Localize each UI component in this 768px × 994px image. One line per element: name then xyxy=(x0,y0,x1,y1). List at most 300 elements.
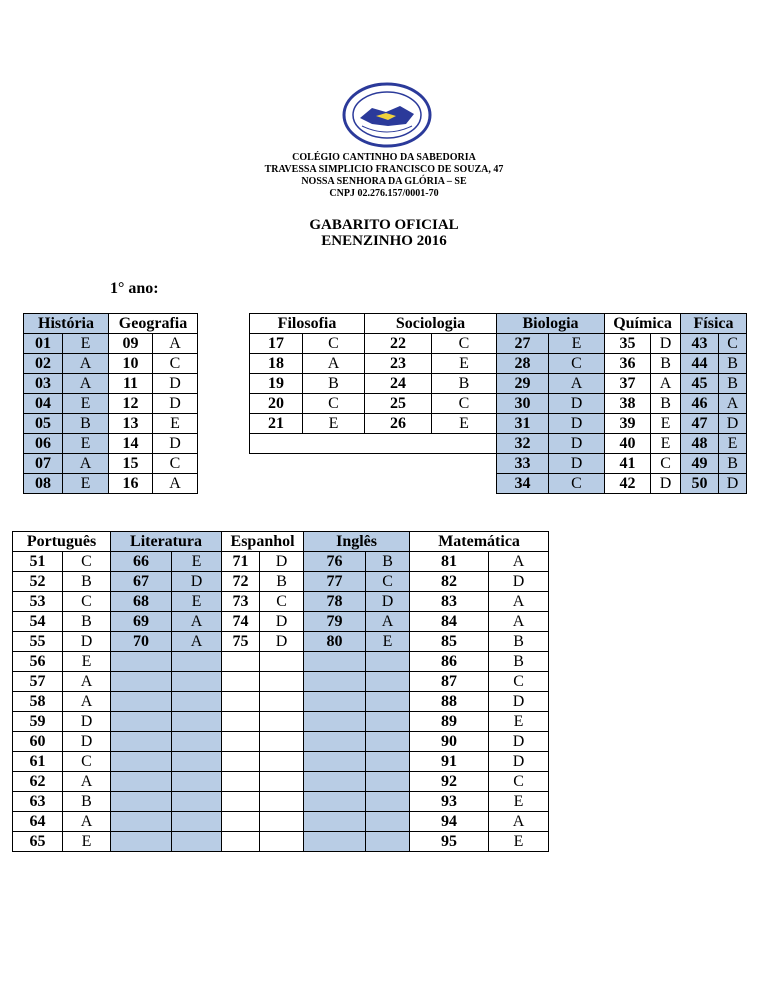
answer-letter: A xyxy=(719,394,747,414)
table-row xyxy=(13,732,549,752)
question-number: 06 xyxy=(24,434,63,454)
empty-cell xyxy=(366,752,410,772)
question-number: 47 xyxy=(681,414,719,434)
table-row xyxy=(250,354,497,374)
answer-letter: C xyxy=(432,394,497,414)
question-number: 33 xyxy=(497,454,549,474)
question-number: 54 xyxy=(13,612,63,632)
question-number: 59 xyxy=(13,712,63,732)
answer-letter: C xyxy=(651,454,681,474)
question-number: 17 xyxy=(250,334,303,354)
question-number: 19 xyxy=(250,374,303,394)
table-row xyxy=(24,394,198,414)
empty-cell xyxy=(366,772,410,792)
answer-letter: E xyxy=(651,414,681,434)
question-number: 63 xyxy=(13,792,63,812)
question-number: 62 xyxy=(13,772,63,792)
answer-letter: E xyxy=(63,394,109,414)
empty-cell xyxy=(304,712,366,732)
subject-header-filosofia: Filosofia xyxy=(250,314,365,334)
question-number: 37 xyxy=(605,374,651,394)
answer-letter: B xyxy=(651,354,681,374)
answer-letter: C xyxy=(549,474,605,494)
question-number: 80 xyxy=(304,632,366,652)
question-number: 39 xyxy=(605,414,651,434)
table-row xyxy=(13,552,549,572)
answer-letter: E xyxy=(549,334,605,354)
empty-cell xyxy=(172,712,222,732)
answer-letter: B xyxy=(63,572,111,592)
empty-cell xyxy=(366,652,410,672)
empty-cell xyxy=(111,772,172,792)
table-row xyxy=(13,672,549,692)
empty-cell xyxy=(366,732,410,752)
question-number: 94 xyxy=(410,812,489,832)
question-number: 24 xyxy=(365,374,432,394)
empty-cell xyxy=(111,712,172,732)
subject-header-matematica: Matemática xyxy=(410,532,549,552)
answer-letter: C xyxy=(260,592,304,612)
empty-cell xyxy=(304,692,366,712)
question-number: 95 xyxy=(410,832,489,852)
answer-letter: A xyxy=(489,612,549,632)
question-number: 48 xyxy=(681,434,719,454)
answer-letter: A xyxy=(172,632,222,652)
question-number: 66 xyxy=(111,552,172,572)
question-number: 81 xyxy=(410,552,489,572)
question-number: 14 xyxy=(109,434,153,454)
answer-letter: B xyxy=(63,792,111,812)
question-number: 03 xyxy=(24,374,63,394)
question-number: 05 xyxy=(24,414,63,434)
answer-letter: D xyxy=(63,712,111,732)
answer-letter: D xyxy=(260,632,304,652)
question-number: 45 xyxy=(681,374,719,394)
answer-letter: D xyxy=(549,454,605,474)
table-row xyxy=(24,374,198,394)
question-number: 01 xyxy=(24,334,63,354)
question-number: 86 xyxy=(410,652,489,672)
question-number: 28 xyxy=(497,354,549,374)
answer-letter: B xyxy=(432,374,497,394)
answer-letter: E xyxy=(651,434,681,454)
question-number: 42 xyxy=(605,474,651,494)
answer-letter: A xyxy=(153,334,198,354)
answer-letter: A xyxy=(549,374,605,394)
empty-cell xyxy=(366,792,410,812)
subject-header-geografia: Geografia xyxy=(109,314,198,334)
answer-letter: B xyxy=(489,652,549,672)
answer-letter: C xyxy=(153,454,198,474)
table-row xyxy=(497,334,747,354)
empty-cell xyxy=(111,792,172,812)
question-number: 72 xyxy=(222,572,260,592)
answer-letter: A xyxy=(153,474,198,494)
table-row xyxy=(13,592,549,612)
empty-cell xyxy=(222,732,260,752)
empty-cell xyxy=(260,792,304,812)
table-row xyxy=(13,772,549,792)
question-number: 82 xyxy=(410,572,489,592)
question-number: 88 xyxy=(410,692,489,712)
answer-letter: D xyxy=(260,612,304,632)
answer-letter: E xyxy=(432,354,497,374)
answer-letter: B xyxy=(719,354,747,374)
question-number: 79 xyxy=(304,612,366,632)
table-row xyxy=(24,454,198,474)
answer-letter: A xyxy=(63,454,109,474)
school-cnpj: CNPJ 02.276.157/0001-70 xyxy=(329,188,439,199)
table-row xyxy=(24,414,198,434)
table-row xyxy=(250,334,497,354)
empty-cell xyxy=(111,652,172,672)
table-row xyxy=(13,572,549,592)
school-name: COLÉGIO CANTINHO DA SABEDORIA xyxy=(292,152,476,163)
empty-cell xyxy=(366,672,410,692)
school-address: TRAVESSA SIMPLICIO FRANCISCO DE SOUZA, 47 xyxy=(264,164,504,175)
answer-letter: E xyxy=(63,334,109,354)
table-row xyxy=(13,812,549,832)
answer-letter: D xyxy=(153,434,198,454)
empty-cell xyxy=(222,692,260,712)
answer-letter: A xyxy=(651,374,681,394)
answer-letter: D xyxy=(63,732,111,752)
answer-letter: D xyxy=(651,334,681,354)
subject-header-biologia: Biologia xyxy=(497,314,605,334)
answer-letter: D xyxy=(549,414,605,434)
answer-letter: C xyxy=(549,354,605,374)
empty-cell xyxy=(111,832,172,852)
empty-cell xyxy=(366,712,410,732)
empty-cell xyxy=(172,652,222,672)
answer-table-bottom xyxy=(12,531,549,852)
answer-letter: E xyxy=(63,832,111,852)
table-row xyxy=(497,474,747,494)
answer-letter: E xyxy=(489,832,549,852)
empty-cell xyxy=(260,652,304,672)
table-row xyxy=(13,652,549,672)
answer-letter: A xyxy=(63,692,111,712)
question-number: 78 xyxy=(304,592,366,612)
table-row xyxy=(13,712,549,732)
question-number: 16 xyxy=(109,474,153,494)
answer-letter: A xyxy=(63,812,111,832)
question-number: 90 xyxy=(410,732,489,752)
answer-letter: D xyxy=(153,394,198,414)
answer-letter: B xyxy=(366,552,410,572)
answer-letter: B xyxy=(303,374,365,394)
table-row xyxy=(24,354,198,374)
question-number: 76 xyxy=(304,552,366,572)
answer-letter: C xyxy=(63,592,111,612)
question-number: 68 xyxy=(111,592,172,612)
answer-letter: A xyxy=(63,354,109,374)
empty-cell xyxy=(111,732,172,752)
empty-cell xyxy=(366,812,410,832)
question-number: 71 xyxy=(222,552,260,572)
table-row xyxy=(24,434,198,454)
empty-cell xyxy=(222,672,260,692)
empty-cell xyxy=(304,812,366,832)
answer-letter: B xyxy=(651,394,681,414)
question-number: 60 xyxy=(13,732,63,752)
table-row xyxy=(13,632,549,652)
question-number: 73 xyxy=(222,592,260,612)
question-number: 40 xyxy=(605,434,651,454)
question-number: 04 xyxy=(24,394,63,414)
empty-cell xyxy=(260,752,304,772)
empty-cell xyxy=(366,832,410,852)
answer-letter: E xyxy=(489,712,549,732)
header-row xyxy=(13,532,549,552)
empty-cell xyxy=(111,672,172,692)
question-number: 65 xyxy=(13,832,63,852)
question-number: 92 xyxy=(410,772,489,792)
question-number: 35 xyxy=(605,334,651,354)
table-row xyxy=(24,474,198,494)
question-number: 49 xyxy=(681,454,719,474)
table-row xyxy=(250,394,497,414)
table-row xyxy=(13,752,549,772)
header-row xyxy=(24,314,198,334)
question-number: 11 xyxy=(109,374,153,394)
question-number: 10 xyxy=(109,354,153,374)
question-number: 87 xyxy=(410,672,489,692)
empty-cell xyxy=(304,772,366,792)
empty-cell xyxy=(172,812,222,832)
table-row xyxy=(497,354,747,374)
subject-header-portugues: Português xyxy=(13,532,111,552)
answer-letter: C xyxy=(366,572,410,592)
empty-cell xyxy=(260,712,304,732)
question-number: 64 xyxy=(13,812,63,832)
question-number: 23 xyxy=(365,354,432,374)
question-number: 18 xyxy=(250,354,303,374)
question-number: 75 xyxy=(222,632,260,652)
answer-letter: D xyxy=(260,552,304,572)
question-number: 07 xyxy=(24,454,63,474)
answer-letter: A xyxy=(489,552,549,572)
empty-cell xyxy=(222,812,260,832)
empty-cell xyxy=(260,692,304,712)
table-row xyxy=(497,374,747,394)
answer-letter: C xyxy=(153,354,198,374)
question-number: 13 xyxy=(109,414,153,434)
question-number: 58 xyxy=(13,692,63,712)
empty-cell xyxy=(172,792,222,812)
answer-letter: C xyxy=(432,334,497,354)
answer-letter: A xyxy=(489,592,549,612)
answer-letter: E xyxy=(63,474,109,494)
school-city: NOSSA SENHORA DA GLÓRIA – SE xyxy=(301,176,467,187)
table-row xyxy=(497,434,747,454)
subject-header-quimica: Química xyxy=(605,314,681,334)
answer-letter: D xyxy=(63,632,111,652)
question-number: 56 xyxy=(13,652,63,672)
question-number: 85 xyxy=(410,632,489,652)
answer-letter: E xyxy=(63,434,109,454)
answer-letter: A xyxy=(63,772,111,792)
document-subtitle: ENENZINHO 2016 xyxy=(321,233,447,249)
subject-header-historia: História xyxy=(24,314,109,334)
question-number: 89 xyxy=(410,712,489,732)
answer-letter: D xyxy=(172,572,222,592)
question-number: 02 xyxy=(24,354,63,374)
empty-cell xyxy=(222,652,260,672)
question-number: 32 xyxy=(497,434,549,454)
empty-cell xyxy=(172,692,222,712)
table-row xyxy=(24,334,198,354)
question-number: 55 xyxy=(13,632,63,652)
answer-table-filosofia-sociologia xyxy=(249,313,497,454)
empty-cell xyxy=(260,672,304,692)
question-number: 29 xyxy=(497,374,549,394)
question-number: 21 xyxy=(250,414,303,434)
question-number: 53 xyxy=(13,592,63,612)
question-number: 57 xyxy=(13,672,63,692)
answer-letter: B xyxy=(260,572,304,592)
empty-cell xyxy=(111,752,172,772)
answer-letter: D xyxy=(651,474,681,494)
answer-table-biologia-quimica-fisica xyxy=(496,313,747,494)
subject-header-ingles: Inglês xyxy=(304,532,410,552)
question-number: 15 xyxy=(109,454,153,474)
question-number: 30 xyxy=(497,394,549,414)
question-number: 12 xyxy=(109,394,153,414)
answer-letter: B xyxy=(719,374,747,394)
empty-cell xyxy=(304,792,366,812)
question-number: 77 xyxy=(304,572,366,592)
answer-letter: E xyxy=(63,652,111,672)
question-number: 38 xyxy=(605,394,651,414)
answer-letter: B xyxy=(489,632,549,652)
question-number: 08 xyxy=(24,474,63,494)
answer-letter: E xyxy=(366,632,410,652)
question-number: 69 xyxy=(111,612,172,632)
answer-letter: C xyxy=(63,752,111,772)
answer-letter: D xyxy=(549,434,605,454)
question-number: 93 xyxy=(410,792,489,812)
answer-letter: A xyxy=(303,354,365,374)
answer-letter: E xyxy=(172,552,222,572)
empty-cell xyxy=(172,772,222,792)
question-number: 41 xyxy=(605,454,651,474)
answer-letter: D xyxy=(719,414,747,434)
empty-cell xyxy=(111,692,172,712)
answer-letter: C xyxy=(489,672,549,692)
question-number: 31 xyxy=(497,414,549,434)
empty-cell xyxy=(304,752,366,772)
answer-letter: E xyxy=(432,414,497,434)
answer-letter: B xyxy=(63,414,109,434)
table-row xyxy=(13,792,549,812)
answer-letter: A xyxy=(489,812,549,832)
answer-letter: A xyxy=(63,374,109,394)
question-number: 09 xyxy=(109,334,153,354)
empty-cell xyxy=(260,732,304,752)
empty-cell xyxy=(222,832,260,852)
answer-letter: B xyxy=(63,612,111,632)
question-number: 36 xyxy=(605,354,651,374)
empty-cell xyxy=(222,772,260,792)
answer-letter: D xyxy=(489,692,549,712)
answer-letter: E xyxy=(153,414,198,434)
answer-letter: C xyxy=(719,334,747,354)
school-logo xyxy=(342,82,432,148)
question-number: 43 xyxy=(681,334,719,354)
header-row xyxy=(250,314,497,334)
table-row xyxy=(13,692,549,712)
answer-letter: E xyxy=(172,592,222,612)
answer-letter: E xyxy=(719,434,747,454)
question-number: 50 xyxy=(681,474,719,494)
table-row xyxy=(497,454,747,474)
document-title: GABARITO OFICIAL xyxy=(309,217,459,233)
answer-letter: D xyxy=(153,374,198,394)
answer-letter: C xyxy=(489,772,549,792)
question-number: 46 xyxy=(681,394,719,414)
empty-cell xyxy=(111,812,172,832)
table-row xyxy=(13,612,549,632)
empty-cell xyxy=(172,832,222,852)
question-number: 34 xyxy=(497,474,549,494)
table-row xyxy=(13,832,549,852)
answer-letter: D xyxy=(366,592,410,612)
subject-header-sociologia: Sociologia xyxy=(365,314,497,334)
question-number: 52 xyxy=(13,572,63,592)
empty-cell xyxy=(366,692,410,712)
empty-cell xyxy=(304,732,366,752)
answer-letter: D xyxy=(489,572,549,592)
question-number: 26 xyxy=(365,414,432,434)
answer-letter: B xyxy=(719,454,747,474)
answer-letter: C xyxy=(303,334,365,354)
empty-cell xyxy=(222,752,260,772)
answer-letter: D xyxy=(489,752,549,772)
empty-cell xyxy=(304,672,366,692)
answer-letter: A xyxy=(63,672,111,692)
question-number: 84 xyxy=(410,612,489,632)
question-number: 91 xyxy=(410,752,489,772)
answer-letter: C xyxy=(303,394,365,414)
table-row xyxy=(250,414,497,434)
table-row xyxy=(497,414,747,434)
empty-cell xyxy=(304,832,366,852)
question-number: 74 xyxy=(222,612,260,632)
answer-letter: E xyxy=(489,792,549,812)
answer-letter: C xyxy=(63,552,111,572)
empty-cell xyxy=(260,812,304,832)
question-number: 70 xyxy=(111,632,172,652)
empty-cell xyxy=(222,792,260,812)
empty-cell xyxy=(260,772,304,792)
empty-cell xyxy=(260,832,304,852)
subject-header-fisica: Física xyxy=(681,314,747,334)
answer-table-historia-geografia xyxy=(23,313,198,494)
subject-header-espanhol: Espanhol xyxy=(222,532,304,552)
table-row xyxy=(250,374,497,394)
year-label: 1° ano: xyxy=(110,280,159,297)
subject-header-literatura: Literatura xyxy=(111,532,222,552)
question-number: 83 xyxy=(410,592,489,612)
question-number: 25 xyxy=(365,394,432,414)
answer-letter: A xyxy=(172,612,222,632)
question-number: 44 xyxy=(681,354,719,374)
empty-cell xyxy=(172,752,222,772)
answer-letter: D xyxy=(489,732,549,752)
question-number: 27 xyxy=(497,334,549,354)
header-row xyxy=(497,314,747,334)
